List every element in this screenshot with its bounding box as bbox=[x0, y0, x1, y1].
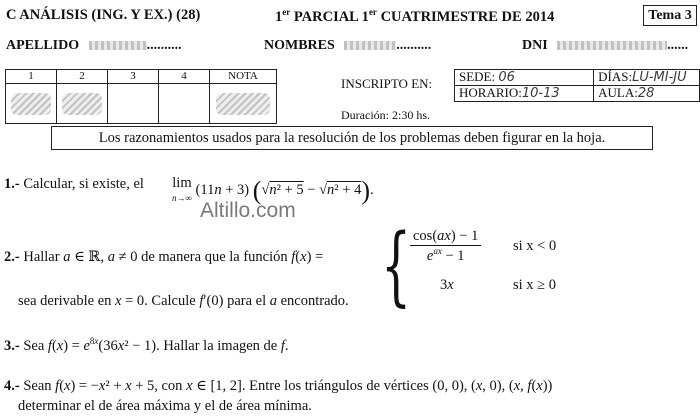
watermark: Altillo.com bbox=[200, 199, 296, 222]
grade-col-header: 4 bbox=[159, 70, 210, 84]
redacted-nombres bbox=[344, 41, 396, 50]
problem-2-cont: sea derivable en x = 0. Calcule f′(0) para el a encontrado. bbox=[18, 293, 349, 309]
grade-col-header: 2 bbox=[57, 70, 108, 84]
handwritten-mark bbox=[62, 93, 102, 115]
problem-1-limit: lim n→∞ (11n + 3) (√n² + 5 − √n² + 4). bbox=[172, 175, 374, 205]
grade-table bbox=[5, 69, 277, 124]
piecewise-case-1: $\frac{\cos(ax) - 1}{e^{ax} - 1}$ bbox=[410, 228, 481, 265]
grade-cell bbox=[210, 84, 277, 124]
redacted-apellido bbox=[89, 41, 147, 50]
problem-4-cont: determinar el de área máxima y el de área mínima. bbox=[18, 398, 312, 414]
tema-box: Tema 3 bbox=[643, 5, 697, 26]
exam-title: 1er PARCIAL 1er CUATRIMESTRE DE 2014 bbox=[275, 7, 555, 25]
grade-col-header: NOTA bbox=[210, 70, 277, 84]
aula-cell: AULA:28 bbox=[594, 86, 700, 102]
handwritten-mark bbox=[11, 93, 51, 115]
instructions-notice: Los razonamientos usados para la resolución de los problemas deben figurar en la hoja. bbox=[51, 126, 653, 150]
grade-cell bbox=[159, 84, 210, 124]
dias-cell: DÍAS:LU-MI-JU bbox=[594, 70, 700, 86]
problem-4: 4.- Sean f(x) = −x² + x + 5, con x ∈ [1, 2]. Entre los triángulos de vértices (0, 0), (x, 0), (x, f(x)) bbox=[4, 378, 553, 394]
handwritten-mark bbox=[216, 93, 270, 115]
piecewise-brace: { bbox=[381, 216, 412, 316]
problem-2: 2.- Hallar a ∈ ℝ, a ≠ 0 de manera que la función f(x) = bbox=[4, 249, 324, 265]
case-2-condition: si x ≥ 0 bbox=[513, 277, 557, 293]
dni-field: DNI ...... bbox=[522, 38, 689, 53]
grade-cell bbox=[6, 84, 57, 124]
sede-table bbox=[454, 69, 700, 102]
grade-col-header: 1 bbox=[6, 70, 57, 84]
grade-cell bbox=[108, 84, 159, 124]
case-1-condition: si x < 0 bbox=[513, 238, 557, 254]
apellido-field: APELLIDO .......... bbox=[6, 38, 182, 53]
duration-label: Duración: 2:30 hs. bbox=[341, 108, 430, 122]
inscripto-label: INSCRIPTO EN: bbox=[341, 76, 433, 91]
sede-cell: SEDE: 06 bbox=[455, 70, 594, 86]
redacted-dni bbox=[557, 41, 667, 50]
problem-1: 1.- Calcular, si existe, el bbox=[4, 176, 144, 192]
horario-cell: HORARIO:10-13 bbox=[455, 86, 594, 102]
problem-3: 3.- Sea $f(x) = e^{8x}(36x^2 - 1)$. Hallar la imagen de f. bbox=[4, 336, 289, 354]
piecewise-case-2: 3x bbox=[440, 277, 454, 293]
nombres-field: NOMBRES .......... bbox=[264, 38, 432, 53]
grade-col-header: 3 bbox=[108, 70, 159, 84]
grade-cell bbox=[57, 84, 108, 124]
course-title: C ANÁLISIS (ING. Y EX.) (28) bbox=[6, 7, 201, 23]
